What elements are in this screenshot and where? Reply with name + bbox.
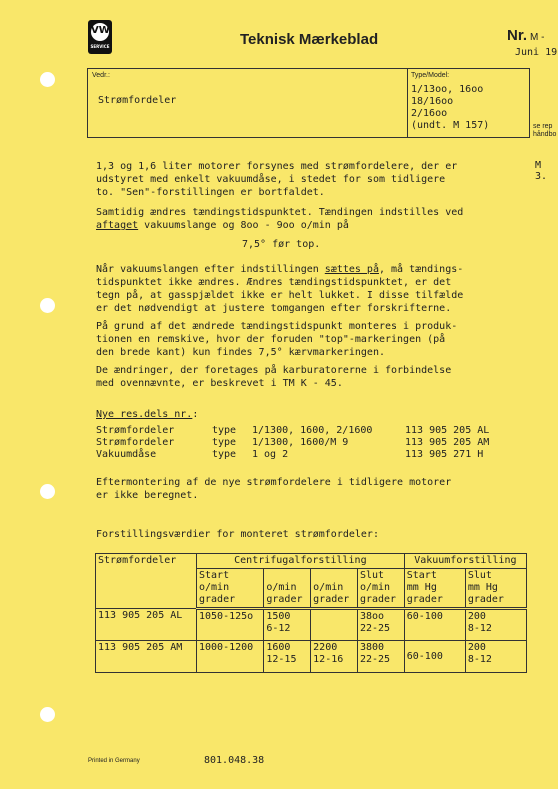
table-heading: Forstillingsværdier for monteret strømfordeler: (96, 529, 379, 540)
punch-hole (40, 298, 55, 313)
page-title: Teknisk Mærkeblad (240, 31, 379, 48)
paragraph: De ændringer, der foretages på karburatorerne i forbindelse med ovennævnte, er beskrevet i TM K - 45. (96, 365, 452, 389)
list-item: Strømfordeler type 1/1300, 1600/M 9 113 905 205 AM (96, 437, 490, 448)
punch-hole (40, 707, 55, 722)
parts-heading: Nye res.dels nr.: (96, 409, 199, 420)
form-code: 801.048.38 (204, 755, 265, 766)
paragraph: Eftermontering af de nye strømfordelere i tidligere motorer er ikke beregnet. (96, 477, 452, 501)
table-subheader: o/min grader (264, 569, 311, 609)
list-item: Vakuumdåse type 1 og 2 113 905 271 H (96, 449, 484, 460)
ignition-timing: 7,5° før top. (242, 239, 321, 250)
table-header: Strømfordeler (96, 554, 197, 609)
printed-in: Printed in Germany (88, 758, 140, 764)
list-item: Strømfordeler type 1/1300, 1600, 2/1600 113 905 205 AL (96, 425, 490, 436)
paragraph: Samtidig ændres tændingstidspunktet. Tændingen indstilles ved aftaget vakuumslange og 8oo - 9oo o/min på (96, 207, 464, 231)
table-row: 113 905 205 AM 1000-1200 1600 12-15 2200 12-16 3800 22-25 60-100 200 8-12 (96, 641, 527, 673)
document-number: Nr. M - (507, 27, 545, 44)
table-header: Vakuumforstilling (404, 554, 526, 569)
document-date: Juni 19 (515, 47, 558, 58)
side-reference: M 3. (535, 160, 548, 182)
table-subheader: Start o/min grader (197, 569, 264, 609)
side-note: se rep (533, 123, 553, 130)
table-header: Centrifugalforstilling (197, 554, 405, 569)
info-box (87, 68, 530, 138)
paragraph: Når vakuumslangen efter indstillingen sættes på, må tændings- tidspunktet ikke ændres. Ændres tændingstidspunktet, er det tegn på, at gasspjældet ikke er helt lukket. I disse tilfælde er det nødvendigt at justere tomgangen efter forskrifterne. (96, 264, 464, 314)
type-label: Type/Model: (411, 72, 450, 79)
table-subheader: Slut mm Hg grader (465, 569, 526, 609)
vw-service-logo: VW SERVICE (88, 20, 112, 54)
parts-list (96, 425, 489, 461)
vedr-label: Vedr.: (92, 72, 110, 79)
vedr-value: Strømfordeler (98, 95, 177, 106)
punch-hole (40, 72, 55, 87)
side-note: håndbo (533, 131, 557, 138)
paragraph: På grund af det ændrede tændingstidspunkt monteres i produk- tionen en remskive, hvor der foruden "top"-markeringen (på den brede kant) kun findes 7,5° kærvmarkeringen. (96, 321, 458, 358)
table-row: 113 905 205 AL 1050-125o 1500 6-12 38oo 22-25 60-100 200 8-12 (96, 609, 527, 641)
advance-values-table (95, 553, 527, 673)
paragraph: 1,3 og 1,6 liter motorer forsynes med strømfordelere, der er udstyret med enkelt vakuumdåse, i stedet for som tidligere to. "Sen"-forstillingen er bortfaldet. (96, 161, 458, 198)
table-subheader: o/min grader (311, 569, 358, 609)
punch-hole (40, 484, 55, 499)
type-list: 1/13oo, 16oo 18/16oo 2/16oo (undt. M 157) (411, 84, 490, 131)
table-subheader: Start mm Hg grader (404, 569, 465, 609)
table-subheader: Slut o/min grader (357, 569, 404, 609)
